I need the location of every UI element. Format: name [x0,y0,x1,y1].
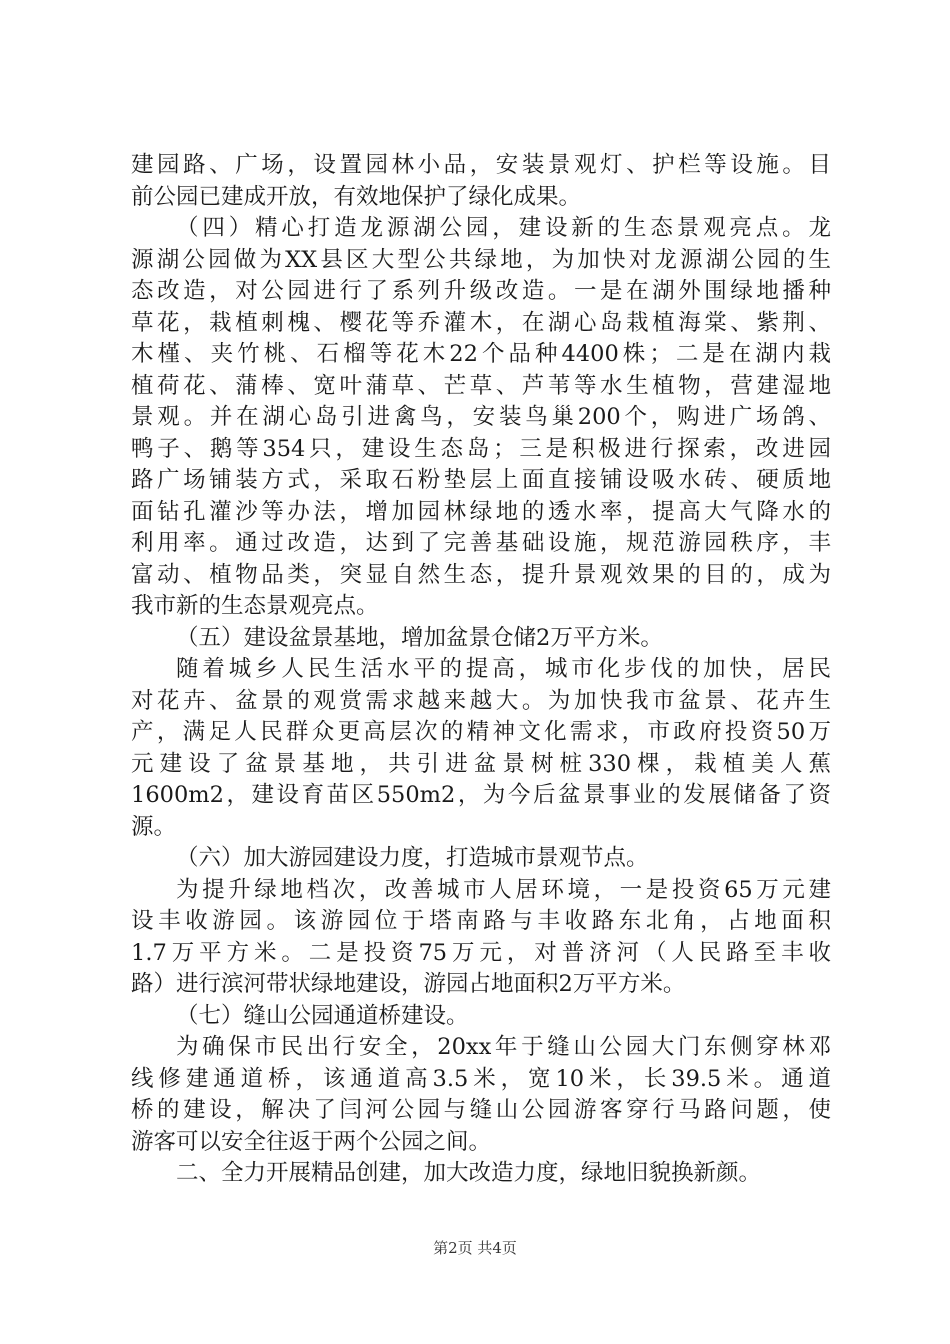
text-line: 富动、植物品类，突显自然生态，提升景观效果的目的，成为 [131,561,831,588]
text-line: 我市新的生态景观亮点。 [131,593,379,619]
text-line: 为确保市民出行安全，20xx年于缝山公园大门东侧穿林邓 [176,1034,831,1060]
text-line: 木槿、夹竹桃、石榴等花木22个品种4400株；二是在湖内栽 [131,341,831,367]
text-line: 利用率。通过改造，达到了完善基础设施，规范游园秩序，丰 [131,530,831,556]
document-body [131,150,831,1190]
text-line: （五）建设盆景基地，增加盆景仓储2万平方米。 [176,624,663,651]
text-line: 随着城乡人民生活水平的提高，城市化步伐的加快，居民 [176,656,831,682]
text-line: （七）缝山公园通道桥建设。 [176,1002,469,1029]
text-line: 设丰收游园。该游园位于塔南路与丰收路东北角，占地面积 [131,908,831,934]
text-line: 二、全力开展精品创建，加大改造力度，绿地旧貌换新颜。 [176,1160,762,1186]
text-line: 产，满足人民群众更高层次的精神文化需求，市政府投资50万 [131,719,831,745]
text-line: 元建设了盆景基地，共引进盆景树桩330棵，栽植美人蕉 [131,750,831,777]
text-line: 源。 [131,813,177,840]
text-line: 源湖公园做为XX县区大型公共绿地，为加快对龙源湖公园的生 [131,246,831,273]
text-line: 路广场铺装方式，采取石粉垫层上面直接铺设吸水砖、硬质地 [131,467,831,493]
text-line: 路）进行滨河带状绿地建设，游园占地面积2万平方米。 [131,971,686,997]
text-line: 鸭子、鹅等354只，建设生态岛；三是积极进行探索，改进园 [131,435,831,462]
text-line: 线修建通道桥，该通道高3.5米，宽10米，长39.5米。通道 [131,1065,831,1092]
text-line: （六）加大游园建设力度，打造城市景观节点。 [176,845,649,871]
text-line: 植荷花、蒲棒、宽叶蒲草、芒草、芦苇等水生植物，营建湿地 [131,372,831,399]
text-line: 草花，栽植刺槐、樱花等乔灌木，在湖心岛栽植海棠、紫荆、 [131,309,831,336]
page-footer: 第2页 共4页 [433,1239,517,1257]
text-line: 为提升绿地档次，改善城市人居环境，一是投资65万元建 [176,876,831,903]
text-line: 1.7万平方米。二是投资75万元，对普济河（人民路至丰收 [131,939,831,966]
text-line: 桥的建设，解决了闫河公园与缝山公园游客穿行马路问题，使 [131,1097,831,1123]
text-line: 态改造，对公园进行了系列升级改造。一是在湖外围绿地播种 [131,278,831,304]
text-line: 1600m2，建设育苗区550m2，为今后盆景事业的发展储备了资 [131,782,831,808]
text-line: 前公园已建成开放，有效地保护了绿化成果。 [131,183,582,210]
text-line: 面钻孔灌沙等办法，增加园林绿地的透水率，提高大气降水的 [131,498,831,525]
text-line: 景观。并在湖心岛引进禽鸟，安装鸟巢200个，购进广场鸽、 [131,404,831,430]
text-line: 游客可以安全往返于两个公园之间。 [131,1128,492,1155]
text-line: （四）精心打造龙源湖公园，建设新的生态景观亮点。龙 [176,215,831,241]
text-line: 建园路、广场，设置园林小品，安装景观灯、护栏等设施。目 [131,152,831,178]
text-line: 对花卉、盆景的观赏需求越来越大。为加快我市盆景、花卉生 [131,687,831,714]
